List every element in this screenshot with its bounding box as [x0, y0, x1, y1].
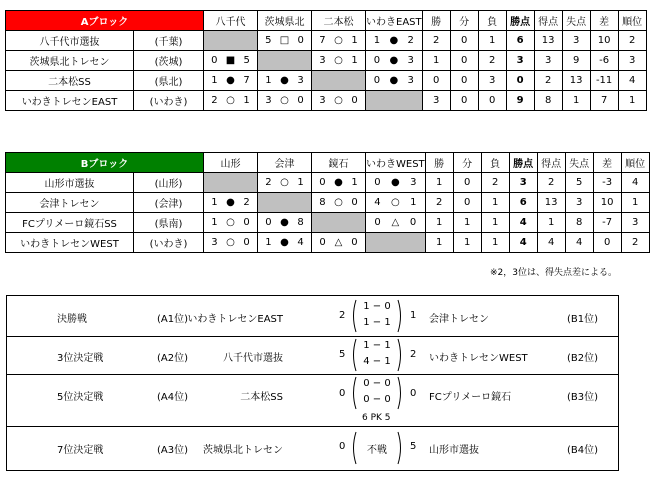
- score-against: 0: [297, 35, 304, 46]
- score-against: 0: [351, 95, 358, 106]
- col-header: 分: [453, 153, 481, 173]
- match-result: [312, 233, 366, 253]
- score-for: 3: [319, 55, 326, 66]
- goals-against: 9: [562, 51, 590, 71]
- round-name: 5位決定戦: [57, 392, 104, 403]
- score-for: 7: [319, 35, 326, 46]
- score-against: 1: [351, 55, 358, 66]
- goals-for: 2: [537, 173, 565, 193]
- losses: 2: [478, 51, 506, 71]
- match-result: [366, 31, 423, 51]
- score-against: 0: [351, 197, 358, 208]
- final-row: [7, 336, 618, 375]
- team-a: 八千代市選抜: [223, 353, 283, 364]
- result-mark: ●: [389, 35, 399, 46]
- opponent-header: いわきWEST: [366, 153, 426, 173]
- score-for: 2: [211, 95, 218, 106]
- team-name: いわきトレセンWEST: [6, 233, 134, 253]
- rank: 1: [621, 193, 649, 213]
- result-mark: □: [279, 35, 290, 46]
- col-header: 得点: [537, 153, 565, 173]
- losses: 1: [478, 31, 506, 51]
- block-a-table: [5, 10, 647, 111]
- match-result: [258, 233, 312, 253]
- score-against: 1: [351, 35, 358, 46]
- losses: 2: [481, 173, 509, 193]
- wins: 1: [425, 233, 453, 253]
- seed-a: (A4位): [157, 392, 189, 403]
- score-for: 1: [211, 197, 218, 208]
- goals-against: 1: [562, 91, 590, 111]
- block-a-header-row: [6, 11, 647, 31]
- goals-for: 13: [537, 193, 565, 213]
- score-for: 8: [319, 197, 326, 208]
- round-name: 決勝戦: [57, 314, 87, 325]
- wins: 1: [425, 173, 453, 193]
- score-for: 0: [265, 217, 272, 228]
- goals-against: 3: [562, 31, 590, 51]
- seed-a: (A2位): [157, 353, 189, 364]
- col-header: 勝: [425, 153, 453, 173]
- result-mark: ○: [334, 95, 343, 106]
- goals-against: 3: [565, 193, 593, 213]
- points: 6: [509, 193, 537, 213]
- col-header: 順位: [621, 153, 649, 173]
- score-a: 2: [339, 310, 346, 321]
- score-for: 3: [265, 95, 272, 106]
- col-header: 得点: [534, 11, 562, 31]
- wins: 3: [422, 91, 450, 111]
- final-row: [7, 296, 618, 337]
- match-result: [366, 213, 426, 233]
- points: 3: [509, 173, 537, 193]
- match-result: [204, 233, 258, 253]
- score-for: 0: [319, 177, 326, 188]
- goal-diff: 0: [593, 233, 621, 253]
- draws: 1: [453, 233, 481, 253]
- losses: 0: [478, 91, 506, 111]
- self-match-cell: [312, 71, 366, 91]
- col-header: 負: [478, 11, 506, 31]
- seed-a: (A3位): [157, 445, 189, 456]
- round-name: 7位決定戦: [57, 445, 104, 456]
- result-mark: ●: [280, 237, 289, 248]
- team-row: [6, 91, 647, 111]
- goals-for: 13: [534, 31, 562, 51]
- goal-diff: -3: [593, 173, 621, 193]
- opponent-header: 茨城県北: [258, 11, 312, 31]
- half1-score: 1 − 1: [363, 340, 391, 351]
- final-row: [7, 374, 618, 427]
- self-match-cell: [258, 193, 312, 213]
- team-row: [6, 71, 647, 91]
- goals-against: 13: [562, 71, 590, 91]
- team-b: いわきトレセンWEST: [429, 353, 528, 364]
- score-against: 1: [351, 177, 358, 188]
- half2-score: 4 − 1: [363, 356, 391, 367]
- col-header: 順位: [618, 11, 646, 31]
- opponent-header: 八千代: [204, 11, 258, 31]
- match-result: [258, 213, 312, 233]
- score-for: 4: [374, 197, 381, 208]
- col-header: 勝点: [509, 153, 537, 173]
- match-result: [312, 31, 366, 51]
- score-against: 3: [407, 75, 414, 86]
- score-against: 4: [297, 237, 304, 248]
- score-against: 7: [243, 75, 250, 86]
- result-mark: ●: [280, 75, 289, 86]
- result-mark: ○: [226, 217, 235, 228]
- match-result: [258, 91, 312, 111]
- points: 6: [506, 31, 534, 51]
- draws: 0: [453, 193, 481, 213]
- wins: 0: [422, 71, 450, 91]
- team-b: FCプリメーロ鏡石: [429, 392, 512, 403]
- goal-diff: -7: [593, 213, 621, 233]
- score-against: 1: [243, 95, 250, 106]
- team-name: いわきトレセンEAST: [6, 91, 134, 111]
- score-a: 5: [339, 349, 346, 360]
- result-mark: ●: [226, 75, 235, 86]
- self-match-cell: [204, 31, 258, 51]
- seed-b: (B1位): [567, 314, 599, 325]
- team-row: [6, 173, 650, 193]
- half1-score: 0 − 0: [363, 378, 391, 389]
- seed-b: (B2位): [567, 353, 599, 364]
- team-name: FCプリメーロ鏡石SS: [6, 213, 134, 233]
- result-mark: △: [334, 237, 343, 248]
- score-b: 5: [410, 441, 417, 452]
- goal-diff: -11: [590, 71, 618, 91]
- self-match-cell: [204, 173, 258, 193]
- score-against: 0: [297, 95, 304, 106]
- block-b-header-row: [6, 153, 650, 173]
- match-result: [366, 173, 426, 193]
- block-b-title: Bブロック: [6, 153, 204, 173]
- wins: 1: [425, 213, 453, 233]
- draws: 0: [450, 91, 478, 111]
- opponent-header: いわきEAST: [366, 11, 423, 31]
- match-result: [204, 51, 258, 71]
- team-prefecture: (県北): [134, 71, 204, 91]
- team-prefecture: (会津): [134, 193, 204, 213]
- score-against: 5: [243, 55, 250, 66]
- goal-diff: 7: [590, 91, 618, 111]
- col-header: 負: [481, 153, 509, 173]
- match-result: [366, 71, 423, 91]
- result-mark: ●: [226, 197, 235, 208]
- points: 3: [506, 51, 534, 71]
- score-for: 5: [265, 35, 272, 46]
- points: 0: [506, 71, 534, 91]
- team-prefecture: (いわき): [134, 91, 204, 111]
- match-result: [204, 193, 258, 213]
- goals-for: 1: [537, 213, 565, 233]
- col-header: 差: [593, 153, 621, 173]
- score-against: 3: [407, 55, 414, 66]
- half-scores: [350, 376, 404, 410]
- seed-a: (A1位): [157, 314, 189, 325]
- draws: 0: [450, 71, 478, 91]
- tiebreak-note: ※2，3位は、得失点差による。: [490, 268, 617, 278]
- losses: 3: [478, 71, 506, 91]
- score-for: 0: [374, 217, 381, 228]
- score-b: 2: [410, 349, 417, 360]
- goals-against: 4: [565, 233, 593, 253]
- col-header: 失点: [562, 11, 590, 31]
- score-b: 0: [410, 388, 417, 399]
- opponent-header: 二本松: [312, 11, 366, 31]
- self-match-cell: [258, 51, 312, 71]
- team-prefecture: (県南): [134, 213, 204, 233]
- result-mark: ○: [226, 95, 235, 106]
- result-mark: ○: [334, 35, 343, 46]
- match-result: [366, 51, 423, 71]
- losses: 1: [481, 193, 509, 213]
- result-mark: △: [391, 217, 400, 228]
- round-name: 3位決定戦: [57, 353, 104, 364]
- wins: 2: [425, 193, 453, 213]
- draws: 0: [450, 51, 478, 71]
- score-against: 8: [297, 217, 304, 228]
- team-a: いわきトレセンEAST: [187, 314, 283, 325]
- team-prefecture: (いわき): [134, 233, 204, 253]
- col-header: 差: [590, 11, 618, 31]
- points: 4: [509, 233, 537, 253]
- team-prefecture: (茨城): [134, 51, 204, 71]
- match-result: [258, 71, 312, 91]
- result-mark: ●: [389, 55, 399, 66]
- block-a-title: Aブロック: [6, 11, 204, 31]
- goal-diff: 10: [593, 193, 621, 213]
- half-scores: [350, 338, 404, 372]
- wins: 1: [422, 51, 450, 71]
- team-name: 二本松SS: [6, 71, 134, 91]
- score-for: 1: [211, 217, 218, 228]
- pk-score: 6 PK 5: [362, 413, 391, 423]
- team-prefecture: (千葉): [134, 31, 204, 51]
- team-row: [6, 233, 650, 253]
- score-against: 3: [410, 177, 417, 188]
- match-result: [366, 193, 426, 213]
- result-mark: ○: [280, 95, 289, 106]
- block-b-table: [5, 152, 650, 253]
- self-match-cell: [366, 233, 426, 253]
- result-mark: ○: [226, 237, 235, 248]
- draws: 0: [453, 173, 481, 193]
- goals-for: 2: [534, 71, 562, 91]
- points: 9: [506, 91, 534, 111]
- points: 4: [509, 213, 537, 233]
- result-mark: ○: [280, 177, 289, 188]
- score-against: 2: [243, 197, 250, 208]
- match-result: [258, 173, 312, 193]
- match-result: [204, 91, 258, 111]
- seed-b: (B3位): [567, 392, 599, 403]
- result-mark: ○: [334, 197, 343, 208]
- score-for: 3: [211, 237, 218, 248]
- half1-score: 1 − 0: [363, 301, 391, 312]
- match-result: [312, 51, 366, 71]
- score-for: 0: [374, 177, 381, 188]
- match-result: [204, 71, 258, 91]
- score-for: 0: [373, 55, 381, 66]
- result-mark: ●: [390, 177, 400, 188]
- result-mark: ●: [280, 217, 289, 228]
- team-row: [6, 213, 650, 233]
- team-a: 二本松SS: [240, 392, 283, 403]
- result-mark: ●: [334, 177, 343, 188]
- draws: 0: [450, 31, 478, 51]
- score-against: 1: [297, 177, 304, 188]
- col-header: 分: [450, 11, 478, 31]
- rank: 2: [621, 233, 649, 253]
- team-name: 八千代市選抜: [6, 31, 134, 51]
- rank: 3: [621, 213, 649, 233]
- result-mark: ○: [390, 197, 400, 208]
- half-scores: [350, 299, 404, 333]
- self-match-cell: [312, 213, 366, 233]
- half2-score: 1 − 1: [363, 317, 391, 328]
- score-a: 0: [339, 388, 346, 399]
- rank: 1: [618, 91, 646, 111]
- score-against: 3: [297, 75, 304, 86]
- score-for: 1: [211, 75, 218, 86]
- result-mark: ■: [225, 55, 236, 66]
- team-name: 会津トレセン: [6, 193, 134, 213]
- opponent-header: 会津: [258, 153, 312, 173]
- score-against: 2: [407, 35, 414, 46]
- score-b: 1: [410, 310, 417, 321]
- goals-for: 3: [534, 51, 562, 71]
- rank: 4: [618, 71, 646, 91]
- score-against: 0: [409, 217, 417, 228]
- draws: 1: [453, 213, 481, 233]
- score-for: 2: [265, 177, 272, 188]
- final-row: [7, 426, 618, 470]
- score-for: 0: [211, 55, 218, 66]
- col-header: 失点: [565, 153, 593, 173]
- score-for: 1: [265, 237, 272, 248]
- opponent-header: 山形: [204, 153, 258, 173]
- col-header: 勝点: [506, 11, 534, 31]
- score-against: 0: [243, 237, 250, 248]
- match-result: [312, 173, 366, 193]
- match-result: [258, 31, 312, 51]
- goals-against: 5: [565, 173, 593, 193]
- self-match-cell: [366, 91, 423, 111]
- col-header: 勝: [422, 11, 450, 31]
- goal-diff: -6: [590, 51, 618, 71]
- rank: 4: [621, 173, 649, 193]
- team-row: [6, 51, 647, 71]
- half2-score: 0 − 0: [363, 394, 391, 405]
- team-prefecture: (山形): [134, 173, 204, 193]
- wins: 2: [422, 31, 450, 51]
- rank: 2: [618, 31, 646, 51]
- team-b: 山形市選抜: [429, 445, 479, 456]
- goals-for: 4: [537, 233, 565, 253]
- team-row: [6, 193, 650, 213]
- result-mark: ●: [389, 75, 399, 86]
- opponent-header: 鏡石: [312, 153, 366, 173]
- score-against: 0: [243, 217, 250, 228]
- forfeit-label: 不戦: [367, 445, 387, 456]
- finals-box: [6, 295, 619, 471]
- match-result: [204, 213, 258, 233]
- rank: 3: [618, 51, 646, 71]
- result-mark: ○: [334, 55, 343, 66]
- score-for: 1: [265, 75, 272, 86]
- losses: 1: [481, 213, 509, 233]
- team-a: 茨城県北トレセン: [203, 445, 283, 456]
- losses: 1: [481, 233, 509, 253]
- half-scores: [350, 431, 404, 465]
- goal-diff: 10: [590, 31, 618, 51]
- score-for: 1: [373, 35, 381, 46]
- score-against: 0: [351, 237, 358, 248]
- match-result: [312, 193, 366, 213]
- seed-b: (B4位): [567, 445, 599, 456]
- team-name: 茨城県北トレセン: [6, 51, 134, 71]
- score-for: 0: [319, 237, 326, 248]
- team-name: 山形市選抜: [6, 173, 134, 193]
- team-b: 会津トレセン: [429, 314, 489, 325]
- score-for: 3: [319, 95, 326, 106]
- team-row: [6, 31, 647, 51]
- goals-against: 8: [565, 213, 593, 233]
- goals-for: 8: [534, 91, 562, 111]
- score-for: 0: [373, 75, 381, 86]
- score-against: 1: [410, 197, 417, 208]
- match-result: [312, 91, 366, 111]
- score-a: 0: [339, 441, 346, 452]
